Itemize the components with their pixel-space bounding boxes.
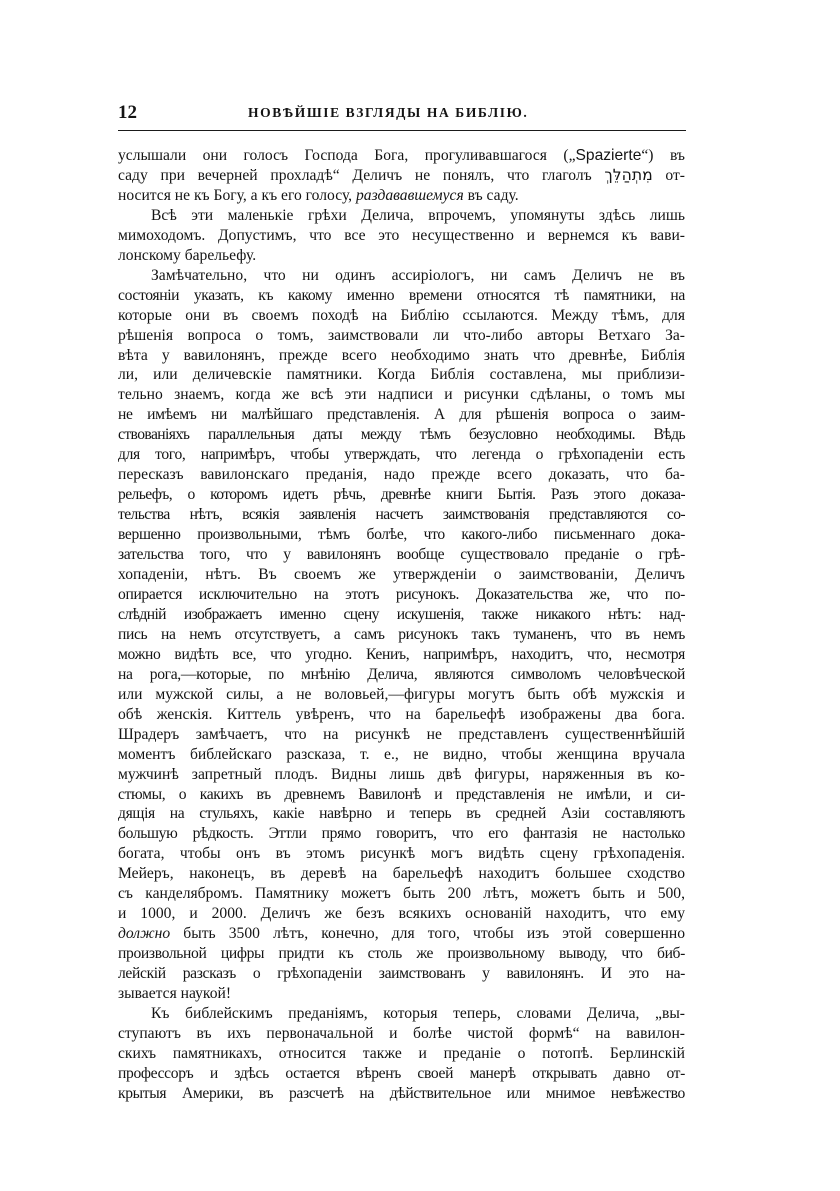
italic-emphasis: должно bbox=[118, 925, 171, 943]
text-line: съ канделябромъ. Памятнику можетъ быть 200 лѣтъ, можетъ быть и 500, bbox=[118, 885, 685, 903]
text-line: Шрадеръ замѣчаетъ, что на рисункѣ не представленъ существеннѣйшій bbox=[118, 725, 685, 743]
text-line: можно видѣть все, что угодно. Кениъ, напримѣръ, находитъ, что, несмотря bbox=[118, 645, 685, 663]
text-line: пись на немъ отсутствуетъ, а самъ рисунокъ такъ туманенъ, что въ немъ bbox=[118, 625, 685, 643]
running-title: НОВѢЙШІЕ ВЗГЛЯДЫ НА БИБЛІЮ. bbox=[248, 105, 529, 120]
text-line: услышали они голосъ Господа Бога, прогуливавшагося („Spazierte“) въ bbox=[118, 147, 685, 164]
text-line: зывается наукой! bbox=[118, 985, 232, 1003]
text-line: дящія на стульяхъ, какіе навѣрно и теперь въ средней Азіи составляютъ bbox=[118, 805, 685, 823]
text-line: зательства того, что у вавилонянъ вообще существовало преданіе о грѣ- bbox=[118, 546, 685, 564]
hebrew-word: מִתְהַלֵּךְ bbox=[604, 165, 653, 184]
text-line: и 1000, и 2000. Деличъ же безъ всякихъ основаній находитъ, что ему bbox=[118, 905, 685, 923]
text-line: на рога,—которые, по мнѣнію Делича, являются символомъ человѣческой bbox=[118, 665, 685, 683]
italic-emphasis: раздававшемуся bbox=[355, 186, 464, 204]
text-line: или мужской силы, а не воловьей,—фигуры могутъ быть обѣ мужскія и bbox=[118, 685, 685, 703]
paragraph-start: Замѣчательно, что ни одинъ ассиріологъ, ни самъ Деличъ не въ bbox=[151, 266, 685, 284]
text-line: скихъ памятникахъ, относится также и преданіе о потопѣ. Берлинскій bbox=[118, 1044, 685, 1062]
paragraph-start: Всѣ эти маленькіе грѣхи Делича, впрочемъ, упомянуты здѣсь лишь bbox=[151, 206, 685, 224]
text-line: богата, чтобы онъ въ этомъ рисункѣ могъ видѣть сцену грѣхопаденія. bbox=[118, 845, 685, 863]
text-line: рельефъ, о которомъ идетъ рѣчь, древнѣе книги Бытія. Разъ этого доказа- bbox=[118, 486, 685, 504]
text-line: тельно знаемъ, когда же всѣ эти надписи и рисунки сдѣланы, о томъ мы bbox=[118, 386, 685, 404]
body-text bbox=[118, 146, 685, 1104]
text-line: должно быть 3500 лѣтъ, конечно, для того, чтобы изъ этой совершенно bbox=[118, 925, 685, 943]
text-line: тельства нѣтъ, всякія заявленія насчетъ заимствованія представляются со- bbox=[118, 506, 685, 524]
text-line: состояніи указать, къ какому именно времени относятся тѣ памятники, на bbox=[118, 286, 685, 304]
text-line: лейскій разсказъ о грѣхопаденіи заимствованъ у вавилонянъ. И это на- bbox=[118, 965, 685, 983]
text-line: рѣшенія вопроса о томъ, заимствовали ли что-либо авторы Ветхаго За- bbox=[118, 326, 685, 344]
text-line: ствованіяхъ параллельныя даты между тѣмъ безусловно необходимы. Вѣдь bbox=[118, 426, 685, 444]
text-line: пересказъ вавилонскаго преданія, надо прежде всего доказать, что ба- bbox=[118, 466, 685, 484]
text-line: Мейеръ, наконецъ, въ деревѣ на барельефѣ находитъ большее сходство bbox=[118, 865, 685, 883]
text-line: хопаденіи, нѣтъ. Въ своемъ же утвержденіи о заимствованіи, Деличъ bbox=[118, 566, 685, 584]
text-line: носится не къ Богу, а къ его голосу, раздававшемуся въ саду. bbox=[118, 186, 519, 204]
text-line: вѣта у вавилонянъ, прежде всего необходимо знать что древнѣе, Библія bbox=[118, 346, 685, 364]
text-line: саду при вечерней прохладѣ“ Деличъ не понялъ, что глаголъ מִתְהַלֵּךְ от- bbox=[118, 165, 685, 184]
text-line: слѣдній изображаетъ именно сцену искушенія, также никакого нѣтъ: над- bbox=[118, 605, 685, 623]
text-line: моментъ библейскаго разсказа, т. е., не видно, чтобы женщина вручала bbox=[118, 745, 685, 763]
text-line: лонскому барельефу. bbox=[118, 246, 257, 264]
text-line: для того, напримѣръ, чтобы утверждать, что легенда о грѣхопаденіи есть bbox=[118, 446, 685, 464]
text-line: произвольной цифры придти къ столь же произвольному выводу, что биб- bbox=[118, 945, 685, 963]
text-line: мужчинѣ запретный плодъ. Видны лишь двѣ фигуры, наряженныя въ ко- bbox=[118, 765, 685, 783]
text-line: ступаютъ въ ихъ первоначальной и болѣе чистой формѣ“ на вавилон- bbox=[118, 1024, 685, 1042]
page-number: 12 bbox=[118, 102, 137, 123]
text-line: которые они въ своемъ походѣ на Библію ссылаются. Между тѣмъ, для bbox=[118, 306, 685, 324]
text-line: большую рѣдкость. Эттли прямо говоритъ, что его фантазія не настолько bbox=[118, 825, 685, 843]
paragraph-start: Къ библейскимъ преданіямъ, которыя теперь, словами Делича, „вы- bbox=[151, 1004, 685, 1022]
text-line: мимоходомъ. Допустимъ, что все это несущественно и вернемся къ вави- bbox=[118, 226, 685, 244]
text-line: стюмы, о какихъ въ древнемъ Вавилонѣ и представленія не имѣли, и си- bbox=[118, 785, 685, 803]
page-header bbox=[118, 100, 686, 131]
text-line: опирается исключительно на этотъ рисунокъ. Доказательства же, что по- bbox=[118, 585, 685, 603]
text-line: обѣ женскія. Киттель увѣренъ, что на барельефѣ изображены два бога. bbox=[118, 705, 685, 723]
text-line: вершенно произвольными, тѣмъ болѣе, что какого-либо письменнаго дока- bbox=[118, 526, 685, 544]
text-line: крытыя Америки, въ разсчетѣ на дѣйствительное или мнимое невѣжество bbox=[118, 1084, 685, 1102]
text-line: ли, или деличевскіе памятники. Когда Библія составлена, мы приблизи- bbox=[118, 366, 685, 384]
text-line: профессоръ и здѣсь остается вѣренъ своей манерѣ открывать давно от- bbox=[118, 1064, 685, 1082]
text-line: не имѣемъ ни малѣйшаго представленія. А для рѣшенія вопроса о заим- bbox=[118, 406, 685, 424]
